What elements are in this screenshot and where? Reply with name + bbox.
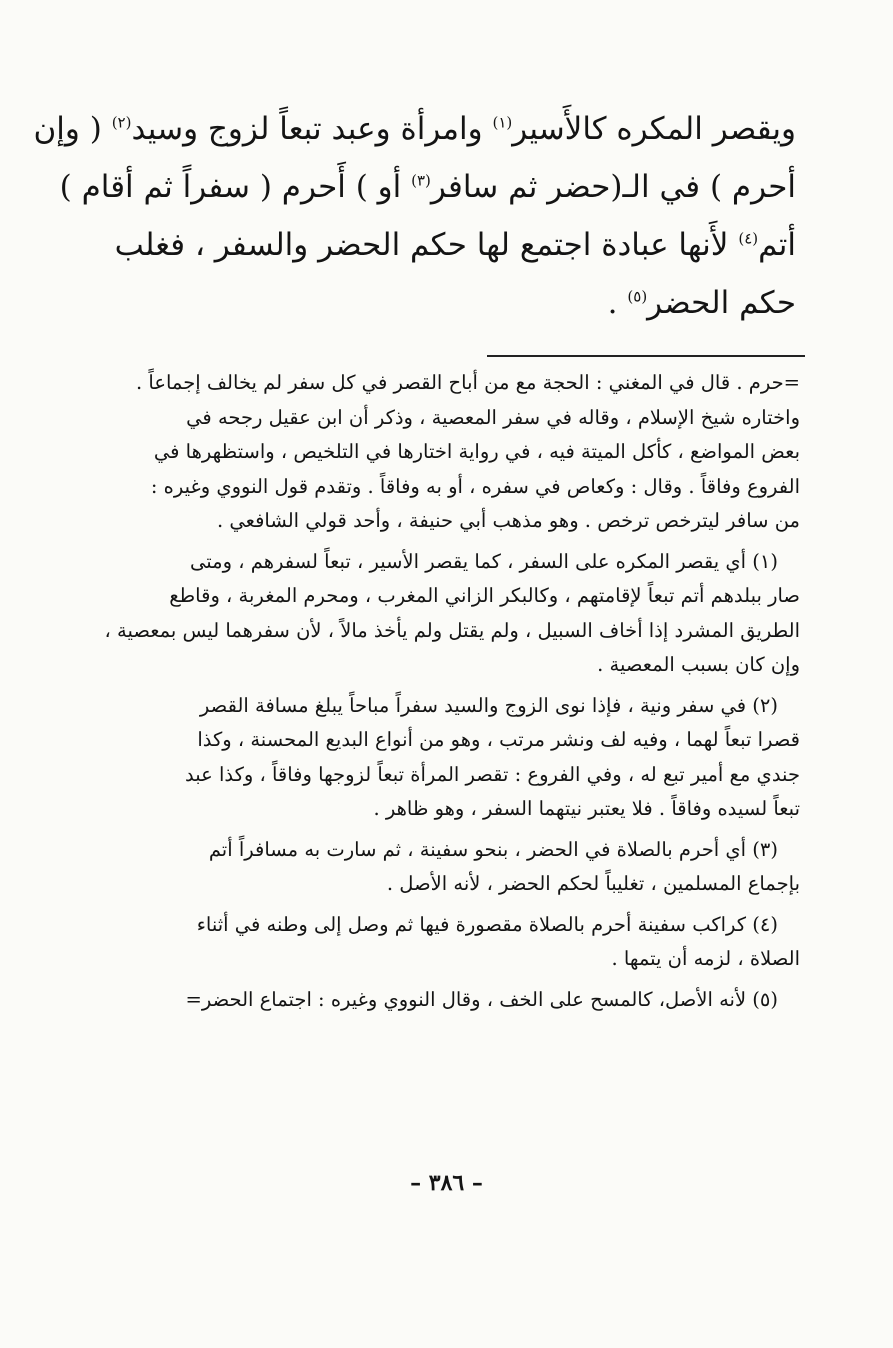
- footnote-4: [70, 908, 800, 977]
- main-line-2: أحرم ) في الـ(حضر ثم سافر$^{(٣)}$ أو ) أَحرم ( سفراً ثم أقام ): [59, 169, 796, 205]
- main-line-3: أتم$^{(٤)}$ لأَنها عبادة اجتمع لها حكم الحضر والسفر ، فغلب: [114, 227, 796, 263]
- footnotes: [70, 366, 800, 1023]
- footnote-line: صار ببلدهم أتم تبعاً لإقامتهم ، وكالبكر الزاني المغرب ، ومحرم المغربة ، وقاطع: [169, 584, 800, 607]
- main-line-1: ويقصر المكره كالأَسير$^{(١)}$ وامرأة وعبد تبعاً لزوج وسيد$^{(٢)}$ ( وإن: [33, 111, 796, 147]
- main-text: [33, 100, 796, 332]
- footnote-line: جندي مع أمير تبع له ، وفي الفروع : تقصر المرأة تبعاً لزوجها وفاقاً ، وكذا عبد: [184, 762, 800, 786]
- footnote-line: (٤) كراكب سفينة أحرم بالصلاة مقصورة فيها ثم وصل إلى وطنه في أثناء: [196, 912, 778, 936]
- footnote-line: الطريق المشرد إذا أخاف السبيل ، ولم يقتل ولم يأخذ مالاً ، لأن سفرهما ليس بمعصية ،: [104, 618, 800, 642]
- footnote-ref-1: (١): [492, 113, 513, 132]
- footnote-line: =حرم . قال في المغني : الحجة مع من أباح القصر في كل سفر لم يخالف إجماعاً .: [136, 371, 800, 394]
- footnote-ref-4: (٤): [738, 229, 759, 248]
- footnote-2: [70, 689, 800, 827]
- footnote-line: الصلاة ، لزمه أن يتمها .: [611, 947, 800, 970]
- footnote-ref-3: (٣): [411, 171, 431, 190]
- footnote-line: (٥) لأنه الأصل، كالمسح على الخف ، وقال النووي وغيره : اجتماع الحضر=: [185, 987, 778, 1011]
- footnote-line: بإجماع المسلمين ، تغليباً لحكم الحضر ، لأنه الأصل .: [386, 872, 800, 895]
- footnote-line: وإن كان بسبب المعصية .: [597, 653, 800, 676]
- footnote-line: (١) أي يقصر المكره على السفر ، كما يقصر الأسير ، تبعاً لسفرهم ، ومتى: [190, 549, 778, 573]
- footnote-continuation: [70, 366, 800, 539]
- footnote-separator: [487, 355, 805, 357]
- footnote-line: من سافر ليترخص ترخص . وهو مذهب أبي حنيفة ، وأحد قولي الشافعي .: [217, 509, 800, 532]
- footnote-ref-2: (٢): [111, 113, 132, 132]
- footnote-line: تبعاً لسيده وفاقاً . فلا يعتبر نيتهما السفر ، وهو ظاهر .: [373, 797, 800, 820]
- footnote-line: قصرا تبعاً لهما ، وفيه لف ونشر مرتب ، وهو من أنواع البديع المحسنة ، وكذا: [197, 728, 800, 751]
- footnote-line: (٢) في سفر ونية ، فإذا نوى الزوج والسيد سفراً مباحاً يبلغ مسافة القصر: [199, 693, 778, 717]
- page-number: – ٣٨٦ –: [410, 1170, 483, 1196]
- footnote-line: (٣) أي أحرم بالصلاة في الحضر ، بنحو سفينة ، ثم سارت به مسافراً أتم: [208, 837, 778, 861]
- footnote-5: [70, 983, 800, 1018]
- footnote-1: [70, 545, 800, 683]
- main-line-4: حكم الحضر$^{(٥)}$ .: [607, 285, 796, 321]
- footnote-line: الفروع وفاقاً . وقال : وكعاص في سفره ، أو به وفاقاً . وتقدم قول النووي وغيره :: [150, 474, 800, 498]
- footnote-ref-5: (٥): [627, 287, 648, 306]
- footnote-line: واختاره شيخ الإسلام ، وقاله في سفر المعصية ، وذكر أن ابن عقيل رجحه في: [186, 405, 800, 429]
- footnote-line: بعض المواضع ، كأكل الميتة فيه ، في رواية اختارها في التلخيص ، واستظهرها في: [153, 440, 800, 463]
- footnote-3: [70, 833, 800, 902]
